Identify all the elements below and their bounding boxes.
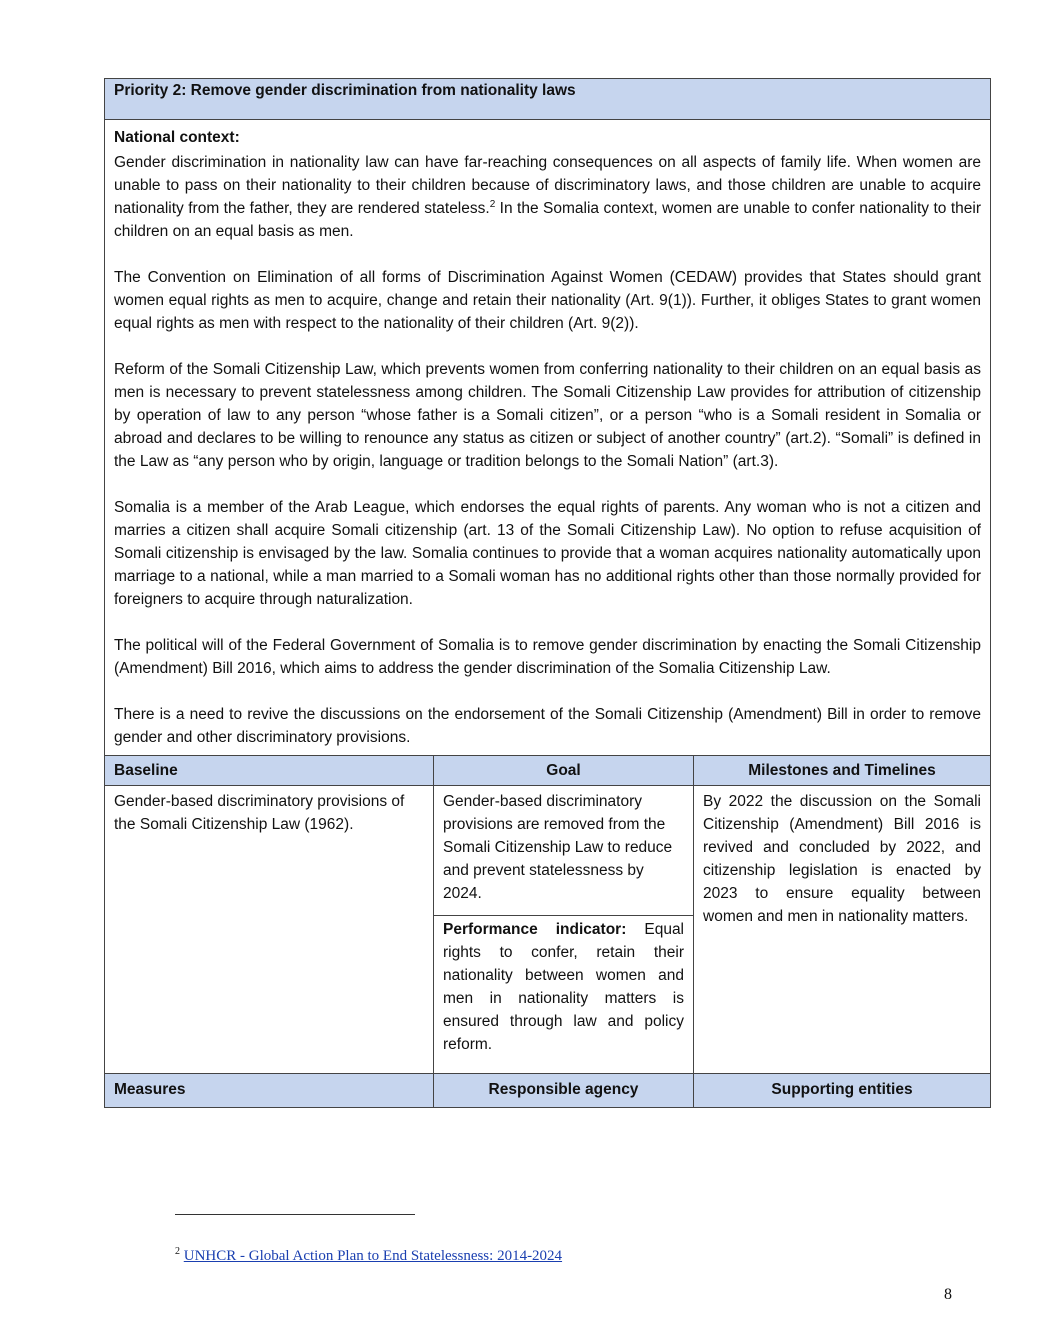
priority-table bbox=[104, 78, 991, 1108]
national-context-section bbox=[105, 120, 990, 755]
footnote bbox=[175, 1246, 562, 1265]
header-baseline: Baseline bbox=[105, 756, 434, 786]
page-number: 8 bbox=[944, 1286, 952, 1303]
footer-responsible-agency: Responsible agency bbox=[434, 1073, 694, 1107]
context-paragraph-3: Reform of the Somali Citizenship Law, which prevents women from conferring nationality to their children on an equal basis as men is necessary to prevent statelessness among children. The Somali Citizenship Law provides for attribution of citizenship by operation of law to any person “whose father is a Somali citizen”, or a person “who is a Somali resident in Somalia or abroad and declares to be willing to renounce any status as citizen or subject of another country” (art.2). “Somali” is defined in the Law as “any person who by origin, language or tradition belongs to the Somali Nation” (art.3). bbox=[114, 361, 981, 470]
goals-grid bbox=[105, 755, 990, 1107]
context-paragraph-6: There is a need to revive the discussions on the endorsement of the Somali Citizenship (Amendment) Bill in order to remove gender and other discriminatory provisions. bbox=[114, 706, 981, 746]
header-goal: Goal bbox=[434, 756, 694, 786]
context-paragraph-1: Gender discrimination in nationality law can have far-reaching consequences on all aspects of family life. When women are unable to pass on their nationality to their children because of discriminatory laws, and those children are unable to acquire nationality from the father, they are rendered stateless.$^2$ In the Somalia context, women are unable to confer nationality to their children on an equal basis as men. bbox=[114, 154, 981, 240]
footnote-divider bbox=[175, 1214, 415, 1215]
context-paragraph-4: Somalia is a member of the Arab League, which endorses the equal rights of parents. Any woman who is not a citizen and marries a citizen shall acquire Somali citizenship (art. 13 of the Somali Citizenship Law). No option to refuse acquisition of Somali citizenship is envisaged by the law. Somalia continues to provide that a woman acquires nationality automatically upon marriage to a national, while a man married to a Somali woman has no additional rights other than those normally provided for foreigners to acquire through naturalization. bbox=[114, 499, 981, 608]
footer-measures: Measures bbox=[105, 1073, 434, 1107]
goal-cell bbox=[434, 786, 694, 1073]
context-heading: National context: bbox=[114, 129, 240, 146]
context-paragraph-5: The political will of the Federal Government of Somalia is to remove gender discrimination by enacting the Somali Citizenship (Amendment) Bill 2016, which aims to address the gender discrimination of the Somalia Citizenship Law. bbox=[114, 637, 981, 677]
footnote-ref[interactable]: 2 bbox=[489, 198, 496, 210]
performance-indicator: Performance indicator: Equal rights to confer, retain their nationality between women and men in nationality matters is ensured through law and policy reform. bbox=[443, 921, 685, 1053]
priority-title: Priority 2: Remove gender discrimination from nationality laws bbox=[105, 79, 990, 120]
milestones-cell: By 2022 the discussion on the Somali Citizenship (Amendment) Bill 2016 is revived and concluded by 2022, and citizenship legislation is enacted by 2023 to ensure equality between women and men in nationality matters. bbox=[703, 793, 981, 925]
footnote-link[interactable]: UNHCR - Global Action Plan to End Statelessness: 2014-2024 bbox=[183, 1248, 563, 1264]
baseline-cell: Gender-based discriminatory provisions of the Somali Citizenship Law (1962). bbox=[105, 786, 434, 1073]
goal-text: Gender-based discriminatory provisions are removed from the Somali Citizenship Law to reduce and prevent statelessness by 2024. bbox=[434, 786, 693, 916]
header-milestones: Milestones and Timelines bbox=[694, 756, 990, 786]
footer-supporting-entities: Supporting entities bbox=[694, 1073, 990, 1107]
footnote-number: 2 bbox=[175, 1246, 180, 1257]
context-paragraph-2: The Convention on Elimination of all forms of Discrimination Against Women (CEDAW) provides that States should grant women equal rights as men to acquire, change and retain their nationality (Art. 9(1)). Further, it obliges States to grant women equal rights as men with respect to the nationality of their children (Art. 9(2)). bbox=[114, 269, 981, 332]
